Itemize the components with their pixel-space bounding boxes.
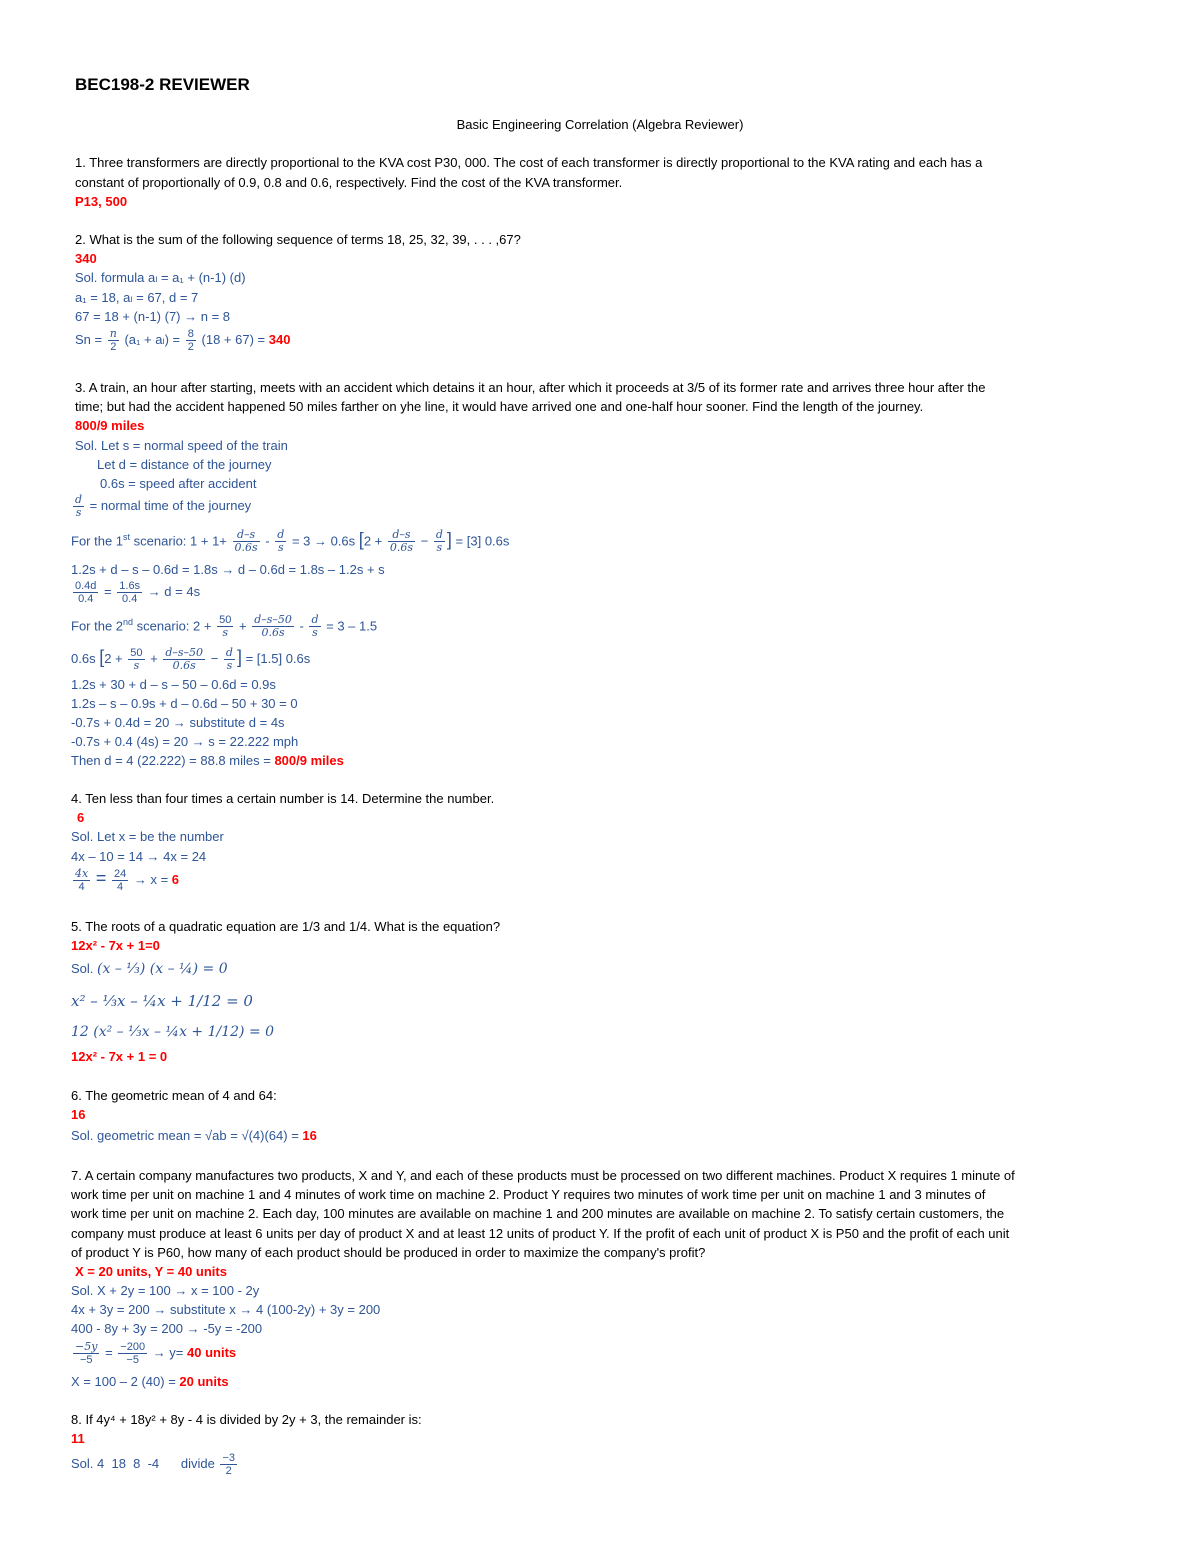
- q3-solution-line8: For the 2nd scenario: 2 + $\frac{50}{s}$ + $\frac{d-s-50}{0.6s}$ - $\frac{d}{s}$ = 3 – 1.5: [71, 613, 378, 640]
- q3-text-line1: 3. A train, an hour after starting, meets with an accident which detains it an hour, after which it proceeds at 3/5 of its former rate and arrives three hour after the: [75, 380, 986, 395]
- document-title: BEC198-2 REVIEWER: [75, 75, 250, 94]
- q3-solution-line7: $\frac{0.4d}{0.4}$ = $\frac{1.6s}{0.4}$ → d = 4s: [75, 580, 201, 605]
- q3-solution-line10: 1.2s + 30 + d – s – 50 – 0.6d = 0.9s: [71, 677, 276, 692]
- q2-fraction-n-over-2: $\frac{n}{2}$: [109, 327, 117, 353]
- q3-solution-line11: 1.2s – s – 0.9s + d – 0.6d – 50 + 30 = 0: [71, 696, 298, 711]
- q3-text-line2: time; but had the accident happened 50 miles farther on yhe line, it would have arrived one and one-half hour sooner. Find the length of the journey.: [75, 399, 924, 414]
- q7-solution-line1: Sol. X + 2y = 100 → x = 100 - 2y: [71, 1283, 260, 1298]
- q5-solution-line2: x² – ⅓x – ¼x + 1/12 = 0: [71, 992, 253, 1010]
- q7-text-line5: of product Y is P60, how many of each product should be produced in order to maximize the company's profit?: [71, 1245, 706, 1260]
- q3-solution-line5: For the 1st scenario: 1 + 1+ $\frac{d-s}{0.6s}$ - $\frac{d}{s}$ = 3 → 0.6s [2 + $\frac{d-s}{0.6s}$ − $\frac{d}{s}$ ] = [3] 0.6s: [71, 528, 510, 555]
- q4-question: 4. Ten less than four times a certain number is 14. Determine the number.: [71, 791, 495, 806]
- q3-solution-line3: 0.6s = speed after accident: [100, 476, 257, 491]
- document-subtitle: Basic Engineering Correlation (Algebra Reviewer): [456, 117, 744, 132]
- q3-solution-line13: -0.7s + 0.4 (4s) = 20 → s = 22.222 mph: [71, 734, 299, 749]
- q3-solution-line1: Sol. Let s = normal speed of the train: [75, 438, 288, 453]
- q6-question: 6. The geometric mean of 4 and 64:: [71, 1088, 277, 1103]
- q3-solution-line12: -0.7s + 0.4d = 20 → substitute d = 4s: [71, 715, 285, 730]
- q2-solution-line2: a₁ = 18, aₗ = 67, d = 7: [75, 290, 199, 305]
- q3-solution-line4: $\frac{d}{s}$ = normal time of the journey: [75, 493, 252, 519]
- q2-solution-line1: Sol. formula aₗ = a₁ + (n-1) (d): [75, 270, 246, 285]
- q5-answer: 12x² - 7x + 1=0: [71, 938, 160, 953]
- q3-solution-line6: 1.2s + d – s – 0.6d = 1.8s → d – 0.6d = 1.8s – 1.2s + s: [71, 562, 385, 577]
- q7-text-line3: work time per unit on machine 2. Each day, 100 minutes are available on machine 1 and 200 minutes are available on machine 2. To satisfy certain customers, the: [71, 1206, 1005, 1221]
- q2-sn-label: Sn =: [75, 331, 103, 347]
- q2-solution-line3: 67 = 18 + (n-1) (7) → n = 8: [75, 309, 230, 324]
- q4-solution-line1: Sol. Let x = be the number: [71, 829, 224, 844]
- q8-answer: 11: [71, 1431, 85, 1446]
- q3-solution-line14: Then d = 4 (22.222) = 88.8 miles = 800/9 miles: [71, 753, 344, 768]
- q1-answer: P13, 500: [75, 194, 128, 209]
- q5-final-equation: 12x² - 7x + 1 = 0: [71, 1049, 168, 1064]
- q2-solution-line4: Sn = $\frac{n}{2}$ (a₁ + aₗ) = $\frac{8}{2}$ (18 + 67) = 340: [75, 327, 291, 353]
- q4-answer: 6: [77, 810, 85, 825]
- q2-question: 2. What is the sum of the following sequence of terms 18, 25, 32, 39, . . . ,67?: [75, 232, 521, 247]
- q7-text-line1: 7. A certain company manufactures two products, X and Y, and each of these products must be processed on two different machines. Product X requires 1 minute of: [71, 1168, 1015, 1183]
- q6-answer: 16: [71, 1107, 86, 1122]
- q1-text-line1: 1. Three transformers are directly proportional to the KVA cost P30, 000. The cost of each transformer is directly proportional to the KVA rating and each has a: [75, 155, 983, 170]
- q7-solution-line5: X = 100 – 2 (40) = 20 units: [71, 1374, 229, 1389]
- q2-answer: 340: [75, 251, 97, 266]
- q5-solution-line1: Sol. (x – ⅓) (x – ¼) = 0: [71, 961, 228, 977]
- q7-solution-line2: 4x + 3y = 200 → substitute x → 4 (100-2y) + 3y = 200: [71, 1302, 381, 1317]
- q5-solution-line3: 12 (x² – ⅓x – ¼x + 1/12) = 0: [71, 1024, 275, 1040]
- q7-text-line2: work time per unit on machine 1 and 4 minutes of work time on machine 2. Product Y requires two minutes of work time per unit on machine 1 and 3 minutes of: [71, 1187, 986, 1202]
- q7-answer: X = 20 units, Y = 40 units: [75, 1264, 227, 1279]
- q3-solution-line9: 0.6s [2 + $\frac{50}{s}$ + $\frac{d-s-50}{0.6s}$ − $\frac{d}{s}$ ] = [1.5] 0.6s: [71, 646, 311, 672]
- q7-text-line4: company must produce at least 6 units per day of product X and at least 12 units of product Y. If the profit of each unit of product X is P50 and the profit of each unit: [71, 1226, 1010, 1241]
- q4-solution-line2: 4x – 10 = 14 → 4x = 24: [71, 849, 207, 864]
- q1-text-line2: constant of proportionally of 0.9, 0.8 and 0.6, respectively. Find the cost of the KVA transformer.: [75, 175, 623, 190]
- q8-solution-line1: Sol. 4 18 8 -4 divide $\frac{-3}{2}$: [71, 1452, 235, 1477]
- q7-solution-line3: 400 - 8y + 3y = 200 → -5y = -200: [71, 1321, 263, 1336]
- q3-solution-line2: Let d = distance of the journey: [97, 457, 272, 472]
- q2-fraction-8-over-2: $\frac{8}{2}$: [187, 328, 194, 353]
- q7-solution-line4: $\frac{-5y}{-5}$ = $\frac{-200}{-5}$ → y= 40 units: [75, 1340, 237, 1366]
- q6-solution-line1: Sol. geometric mean = √ab = √(4)(64) = 16: [71, 1128, 317, 1143]
- q3-answer: 800/9 miles: [75, 418, 145, 433]
- q8-question: 8. If 4y⁴ + 18y² + 8y - 4 is divided by 2y + 3, the remainder is:: [71, 1412, 422, 1427]
- q5-question: 5. The roots of a quadratic equation are 1/3 and 1/4. What is the equation?: [71, 919, 501, 934]
- q4-solution-line3: $\frac{4x}{4}$ = $\frac{24}{4}$ → x = 6: [75, 867, 180, 893]
